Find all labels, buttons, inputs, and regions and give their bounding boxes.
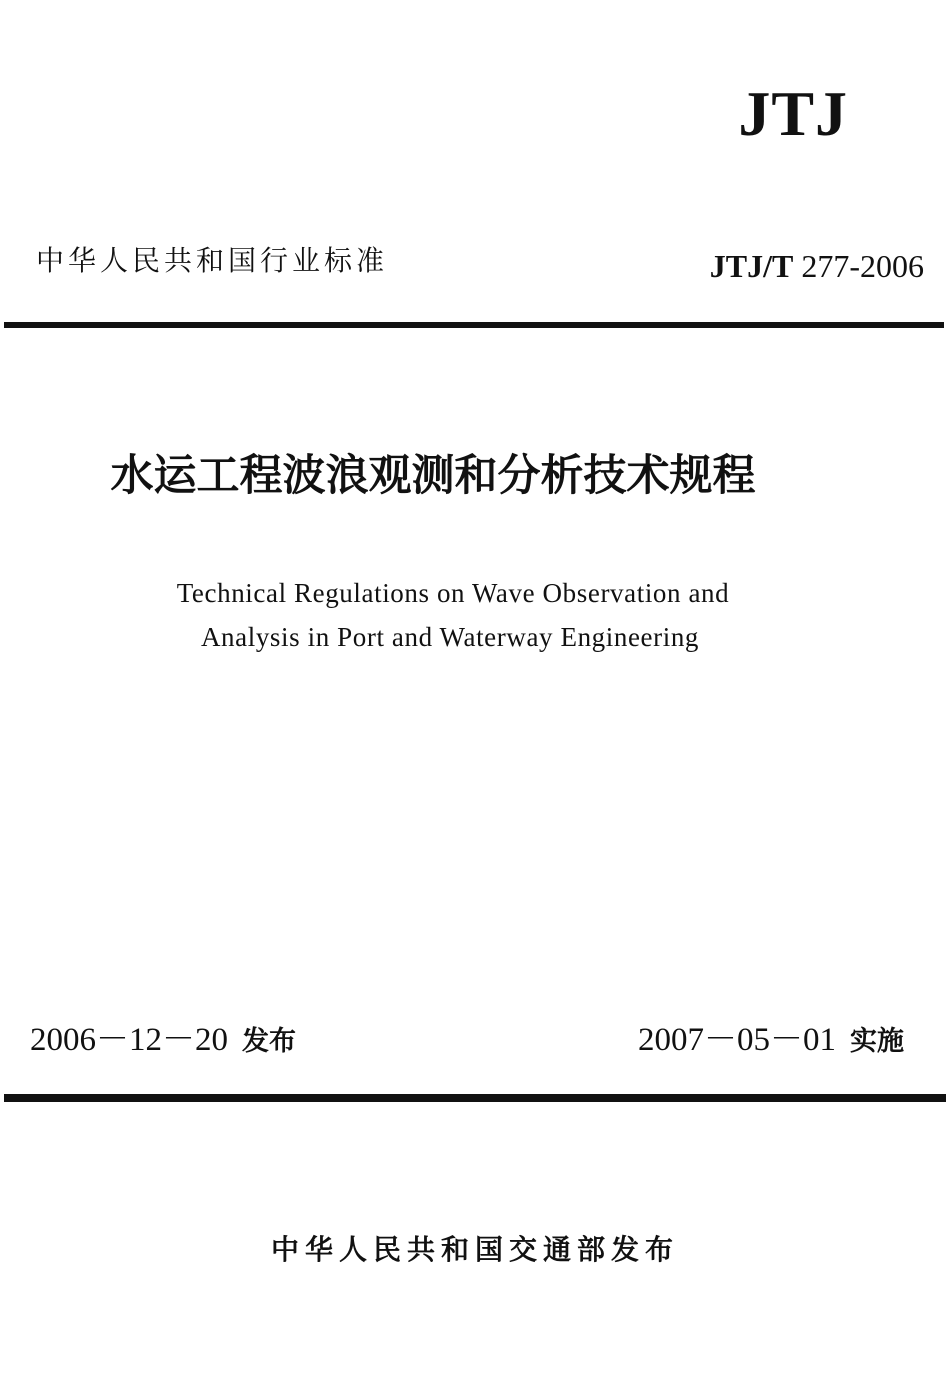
publisher	[0, 1233, 950, 1266]
title-english-line-1	[0, 580, 950, 607]
standard-number	[710, 250, 924, 282]
title-english-line-1-text: Technical Regulations on Wave Observation and	[176, 578, 730, 608]
publisher-name: 中华人民共和国交通部发布	[270, 1233, 679, 1266]
top-divider	[4, 322, 944, 328]
issue-date: 2006－12－20	[30, 1022, 228, 1058]
issue-date-block	[30, 1024, 296, 1057]
effective-date-block	[638, 1024, 904, 1057]
title-english-line-2-text: Analysis in Port and Waterway Engineering	[200, 622, 700, 652]
bottom-divider	[4, 1094, 946, 1102]
standard-prefix: JTJ/T	[709, 248, 794, 284]
title-chinese	[0, 451, 950, 501]
issue-label: 发布	[242, 1026, 296, 1057]
effective-date: 2007－05－01	[638, 1022, 836, 1058]
title-english-line-2	[0, 624, 950, 651]
standard-code: 277-2006	[801, 248, 924, 284]
effective-label: 实施	[850, 1026, 904, 1057]
jtj-logo: JTJ	[738, 78, 848, 149]
standard-category: 中华人民共和国行业标准	[36, 244, 389, 277]
title-chinese-text: 水运工程波浪观测和分析技术规程	[110, 451, 756, 501]
